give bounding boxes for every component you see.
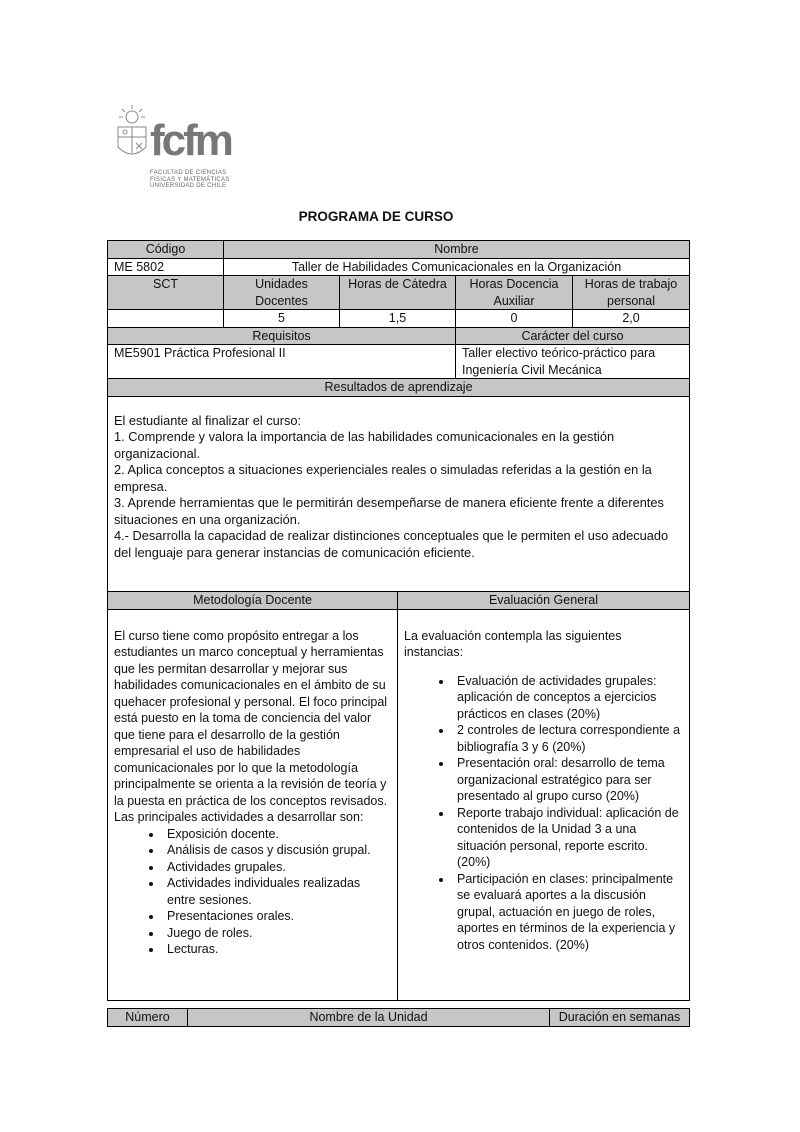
list-item: • Actividades grupales. (163, 859, 391, 876)
list-item: 3. Aprende herramientas que le permitirán desempeñarse de manera eficiente frente a diferentes situaciones en una organización. (114, 495, 664, 527)
resultados-header: Resultados de aprendizaje (108, 379, 690, 397)
numero-header: Número (108, 1009, 188, 1027)
units-table (107, 1008, 690, 1027)
list-item: • Reporte trabajo individual: aplicación de contenidos de la Unidad 3 a una situación personal, reporte escrito. (20%) (453, 805, 683, 871)
unidades-header: Unidades Docentes (224, 276, 340, 310)
resultados-list (114, 429, 683, 561)
metodologia-header: Metodología Docente (108, 592, 398, 610)
catedra-header: Horas de Cátedra (340, 276, 456, 310)
auxiliar-value: 0 (456, 310, 573, 328)
faculty-name: FACULTAD DE CIENCIAS FÍSICAS Y MATEMÁTICAS UNIVERSIDAD DE CHILE (150, 170, 230, 189)
list-item: • Análisis de casos y discusión grupal. (163, 842, 391, 859)
caracter-value: Taller electivo teórico-práctico para Ingeniería Civil Mecánica (456, 345, 690, 379)
list-item: • Presentaciones orales. (163, 908, 391, 925)
fcfm-logo (112, 103, 242, 191)
list-item: • Evaluación de actividades grupales: aplicación de conceptos a ejercicios prácticos en clases (20%) (453, 673, 683, 723)
personal-header: Horas de trabajo personal (573, 276, 690, 310)
requisitos-header: Requisitos (108, 327, 456, 345)
catedra-value: 1,5 (340, 310, 456, 328)
list-item: • Exposición docente. (163, 826, 391, 843)
list-item: • Juego de roles. (163, 925, 391, 942)
list-item: 1. Comprende y valora la importancia de las habilidades comunicacionales en la gestión organizacional. (114, 429, 615, 461)
codigo-value: ME 5802 (108, 258, 224, 276)
metodologia-text: El curso tiene como propósito entregar a los estudiantes un marco conceptual y herramientas que les permitan desarrollar y mejorar sus habilidades comunicacionales en el ámbito de su quehacer profesional y personal. El foco principal está puesto en la toma de conciencia del valor que tiene para el desarrollo de la gestión empresarial el uso de habilidades comunicacionales por lo que la metodología principalmente se orienta a la revisión de teoría y la puesta en práctica de los conceptos revisados. Las principales actividades a desarrollar son: (114, 628, 388, 824)
actividades-list (114, 826, 391, 958)
evaluacion-body (398, 609, 690, 1000)
unidad-nombre-header: Nombre de la Unidad (188, 1009, 550, 1027)
codigo-header: Código (108, 241, 224, 259)
resultados-intro: El estudiante al finalizar el curso: (114, 412, 302, 428)
evaluaciones-list (404, 673, 683, 954)
sct-header: SCT (108, 276, 224, 310)
auxiliar-header: Horas Docencia Auxiliar (456, 276, 573, 310)
methodology-table (107, 591, 690, 1001)
requisitos-value: ME5901 Práctica Profesional II (108, 345, 456, 379)
duracion-header: Duración en semanas (550, 1009, 690, 1027)
sct-value (108, 310, 224, 328)
nombre-header: Nombre (224, 241, 690, 259)
unidades-value: 5 (224, 310, 340, 328)
list-item: • Lecturas. (163, 941, 391, 958)
list-item: • Actividades individuales realizadas entre sesiones. (163, 875, 391, 908)
evaluacion-header: Evaluación General (398, 592, 690, 610)
nombre-value: Taller de Habilidades Comunicacionales en la Organización (224, 258, 690, 276)
list-item: • 2 controles de lectura correspondiente a bibliografía 3 y 6 (20%) (453, 722, 683, 755)
metodologia-body (108, 609, 398, 1000)
personal-value: 2,0 (573, 310, 690, 328)
list-item: • Presentación oral: desarrollo de tema organizacional estratégico para ser presentado al grupo curso (20%) (453, 755, 683, 805)
course-info-table (107, 240, 690, 594)
list-item: 4.- Desarrolla la capacidad de realizar distinciones conceptuales que le permiten el uso adecuado del lenguaje para generar instancias de comunicación eficiente. (114, 528, 669, 560)
logo-wordmark: fcfm (150, 116, 231, 165)
page-title: PROGRAMA DE CURSO (298, 209, 454, 224)
list-item: • Participación en clases: principalmente se evaluará aportes a la discusión grupal, actuación en juego de roles, aportes en términos de la experiencia y otros contenidos. (20%) (453, 871, 683, 954)
university-seal-icon (112, 103, 152, 163)
evaluacion-intro: La evaluación contempla las siguientes instancias: (404, 628, 622, 659)
resultados-body (108, 396, 690, 593)
caracter-header: Carácter del curso (456, 327, 690, 345)
list-item: 2. Aplica conceptos a situaciones experienciales reales o simuladas referidas a la gestión en la empresa. (114, 462, 652, 494)
